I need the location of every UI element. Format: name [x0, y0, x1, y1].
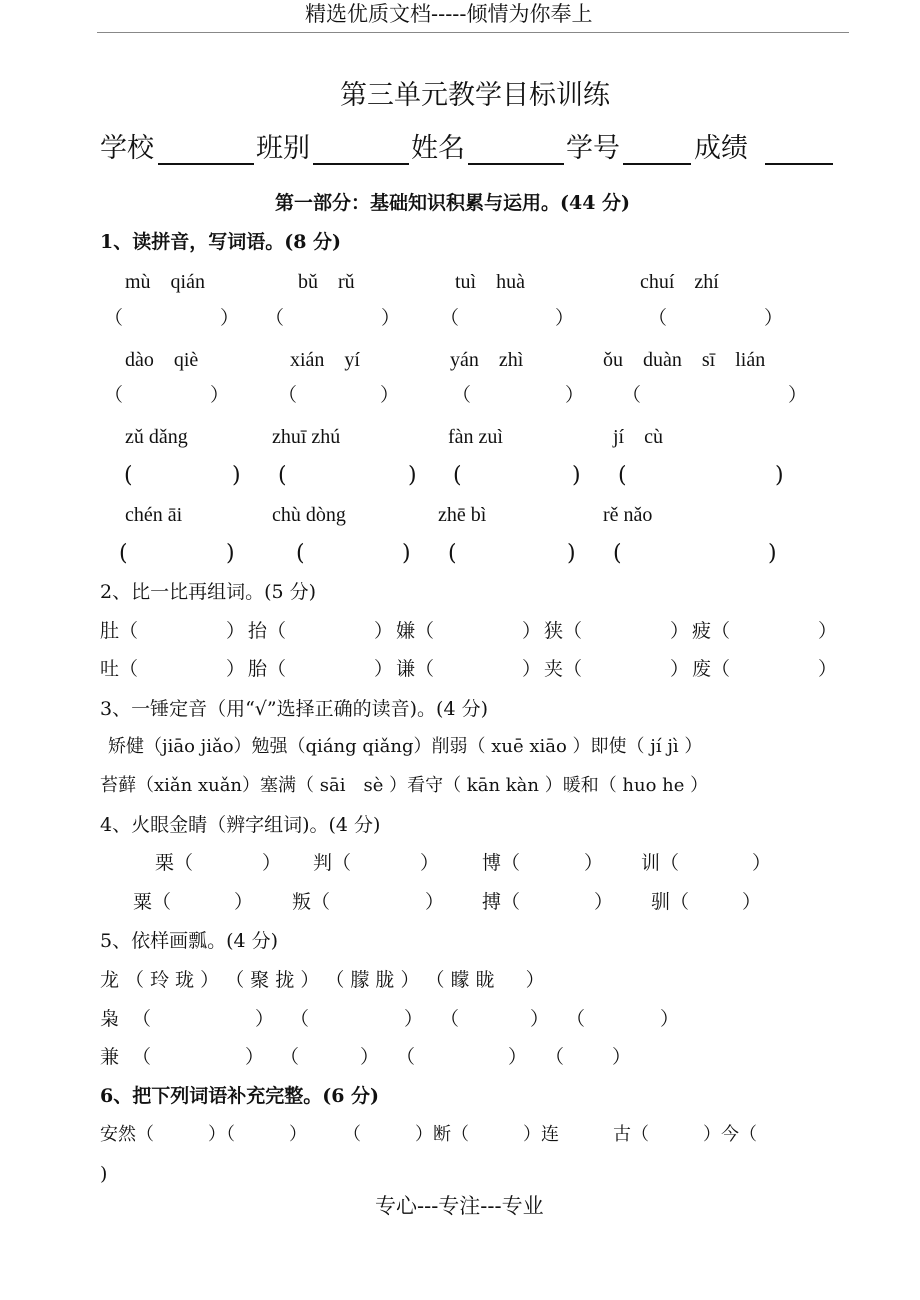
pinyin-item: bǔ rǔ — [298, 271, 355, 293]
open-paren: （ — [174, 852, 194, 874]
page-footer-text: 专心---专注---专业 — [375, 1194, 544, 1218]
open-paren: （ — [563, 658, 583, 680]
open-paren: （ — [545, 1046, 565, 1068]
open-paren: （ — [119, 620, 139, 642]
close-paren: ） — [764, 307, 784, 329]
close-paren: ) — [408, 463, 417, 488]
open-paren: （ — [711, 620, 731, 642]
open-paren: （ — [152, 891, 172, 913]
pinyin-item: zhuī zhú — [272, 426, 341, 448]
close-paren: ） — [818, 658, 838, 680]
close-paren: ) — [572, 463, 581, 488]
q4-char: 博 — [482, 852, 502, 874]
close-paren: ) — [232, 463, 241, 488]
open-paren: （ — [440, 307, 460, 329]
name-field[interactable] — [468, 163, 564, 165]
q2-char: 谦 — [396, 658, 416, 680]
close-paren: ） — [380, 384, 400, 406]
part1-heading: 第一部分：基础知识积累与运用。(44 分) — [275, 192, 631, 214]
q3-heading: 3、一锤定音（用“√”选择正确的读音)。(4 分) — [100, 698, 488, 720]
close-paren: ） — [612, 1046, 632, 1068]
close-paren: ） — [234, 891, 254, 913]
pinyin-item: chù dòng — [272, 504, 346, 526]
q4-char: 粟 — [133, 891, 153, 913]
score-field[interactable] — [765, 163, 833, 165]
pinyin-item: chén āi — [125, 504, 183, 526]
close-paren: ） — [530, 1008, 550, 1030]
close-paren: ） — [210, 384, 230, 406]
open-paren: ( — [453, 463, 462, 488]
pinyin-item: zǔ dǎng — [125, 426, 188, 448]
open-paren: ( — [296, 541, 305, 566]
open-paren: （ — [104, 384, 124, 406]
open-paren: （ — [396, 1046, 416, 1068]
open-paren: （ — [104, 307, 124, 329]
q2-char: 嫌 — [396, 620, 416, 642]
number-field[interactable] — [623, 163, 691, 165]
close-paren: ) — [567, 541, 576, 566]
open-paren: ( — [618, 463, 627, 488]
pinyin-item: fàn zuì — [448, 426, 503, 448]
open-paren: ( — [613, 541, 622, 566]
q6-line2: ) — [100, 1163, 108, 1185]
open-paren: （ — [563, 620, 583, 642]
q5-heading: 5、依样画瓢。(4 分) — [100, 930, 279, 952]
q2-char: 抬 — [248, 620, 268, 642]
open-paren: （ — [278, 384, 298, 406]
q2-char: 狭 — [544, 620, 564, 642]
close-paren: ） — [660, 1008, 680, 1030]
close-paren: ） — [425, 891, 445, 913]
q2-char: 疲 — [692, 620, 712, 642]
close-paren: ） — [818, 620, 838, 642]
open-paren: （ — [290, 1008, 310, 1030]
q2-heading: 2、比一比再组词。(5 分) — [100, 581, 317, 603]
close-paren: ） — [670, 620, 690, 642]
close-paren: ） — [522, 658, 542, 680]
pinyin-item: zhē bì — [438, 504, 487, 526]
open-paren: （ — [670, 891, 690, 913]
score-label: 成绩 — [694, 133, 748, 164]
number-label: 学号 — [566, 133, 620, 164]
open-paren: （ — [440, 1008, 460, 1030]
close-paren: ） — [752, 852, 772, 874]
close-paren: ） — [594, 891, 614, 913]
open-paren: （ — [332, 852, 352, 874]
close-paren: ） — [788, 384, 808, 406]
close-paren: ） — [374, 620, 394, 642]
open-paren: （ — [415, 658, 435, 680]
q3-line1: 矫健（jiāo jiǎo）勉强（qiáng qiǎng）削弱（ xuē xiāo ）即使（ jí jì ） — [108, 736, 703, 757]
close-paren: ） — [381, 307, 401, 329]
school-field[interactable] — [158, 163, 254, 165]
q5-char: 枭 — [100, 1008, 120, 1030]
pinyin-item: dào qiè — [125, 349, 199, 371]
pinyin-item: tuì huà — [455, 271, 525, 293]
school-label: 学校 — [100, 133, 154, 164]
close-paren: ） — [670, 658, 690, 680]
close-paren: ） — [220, 307, 240, 329]
pinyin-item: xián yí — [290, 349, 360, 371]
close-paren: ) — [402, 541, 411, 566]
close-paren: ） — [420, 852, 440, 874]
q4-char: 栗 — [155, 852, 175, 874]
open-paren: ( — [448, 541, 457, 566]
open-paren: （ — [660, 852, 680, 874]
close-paren: ） — [555, 307, 575, 329]
open-paren: （ — [280, 1046, 300, 1068]
open-paren: ( — [124, 463, 133, 488]
open-paren: （ — [711, 658, 731, 680]
page-header-text: 精选优质文档-----倾情为你奉上 — [305, 2, 593, 26]
close-paren: ） — [565, 384, 585, 406]
q3-line2: 苔藓（xiǎn xuǎn）塞满（ sāi sè ）看守（ kān kàn ）暖和（ huo he ） — [100, 775, 709, 796]
open-paren: （ — [119, 658, 139, 680]
open-paren: （ — [415, 620, 435, 642]
open-paren: （ — [265, 307, 285, 329]
q4-char: 判 — [313, 852, 333, 874]
close-paren: ） — [404, 1008, 424, 1030]
q4-char: 搏 — [482, 891, 502, 913]
close-paren: ) — [775, 463, 784, 488]
open-paren: （ — [132, 1008, 152, 1030]
open-paren: ( — [119, 541, 128, 566]
q6-line1: 安然（ ）（ ） （ ）断（ ）连 古（ ）今（ — [100, 1124, 757, 1145]
q4-char: 驯 — [651, 891, 671, 913]
open-paren: （ — [566, 1008, 586, 1030]
close-paren: ) — [226, 541, 235, 566]
open-paren: （ — [452, 384, 472, 406]
close-paren: ） — [226, 620, 246, 642]
q6-heading: 6、把下列词语补充完整。(6 分) — [100, 1085, 380, 1107]
open-paren: （ — [267, 658, 287, 680]
q4-heading: 4、火眼金睛（辨字组词)。(4 分) — [100, 814, 381, 836]
open-paren: （ — [311, 891, 331, 913]
q4-char: 叛 — [292, 891, 312, 913]
q2-char: 胎 — [248, 658, 268, 680]
q2-char: 吐 — [100, 658, 120, 680]
open-paren: （ — [501, 891, 521, 913]
pinyin-item: jí cù — [613, 426, 663, 448]
close-paren: ） — [522, 620, 542, 642]
open-paren: （ — [648, 307, 668, 329]
close-paren: ） — [226, 658, 246, 680]
q2-char: 夹 — [544, 658, 564, 680]
open-paren: （ — [622, 384, 642, 406]
open-paren: （ — [267, 620, 287, 642]
q2-char: 肚 — [100, 620, 120, 642]
open-paren: ( — [278, 463, 287, 488]
close-paren: ） — [360, 1046, 380, 1068]
close-paren: ) — [768, 541, 777, 566]
close-paren: ） — [262, 852, 282, 874]
header-divider — [97, 32, 849, 33]
open-paren: （ — [132, 1046, 152, 1068]
close-paren: ） — [374, 658, 394, 680]
pinyin-item: ǒu duàn sī lián — [603, 349, 766, 371]
open-paren: （ — [501, 852, 521, 874]
q2-char: 废 — [692, 658, 712, 680]
class-label: 班别 — [256, 133, 310, 164]
close-paren: ） — [584, 852, 604, 874]
pinyin-item: chuí zhí — [640, 271, 719, 293]
pinyin-item: yán zhì — [450, 349, 524, 371]
pinyin-item: rě nǎo — [603, 504, 653, 526]
close-paren: ） — [255, 1008, 275, 1030]
close-paren: ） — [742, 891, 762, 913]
q1-heading: 1、读拼音，写词语。(8 分) — [100, 231, 342, 253]
class-field[interactable] — [313, 163, 409, 165]
pinyin-item: mù qián — [125, 271, 205, 293]
close-paren: ） — [245, 1046, 265, 1068]
q4-char: 训 — [641, 852, 661, 874]
q5-example-line: 龙 （ 玲 珑 ） （ 聚 拢 ） （ 朦 胧 ） （ 矇 眬 ） — [100, 969, 545, 991]
q5-char: 兼 — [100, 1046, 120, 1068]
close-paren: ） — [508, 1046, 528, 1068]
page-title: 第三单元教学目标训练 — [340, 80, 610, 111]
name-label: 姓名 — [411, 133, 465, 164]
